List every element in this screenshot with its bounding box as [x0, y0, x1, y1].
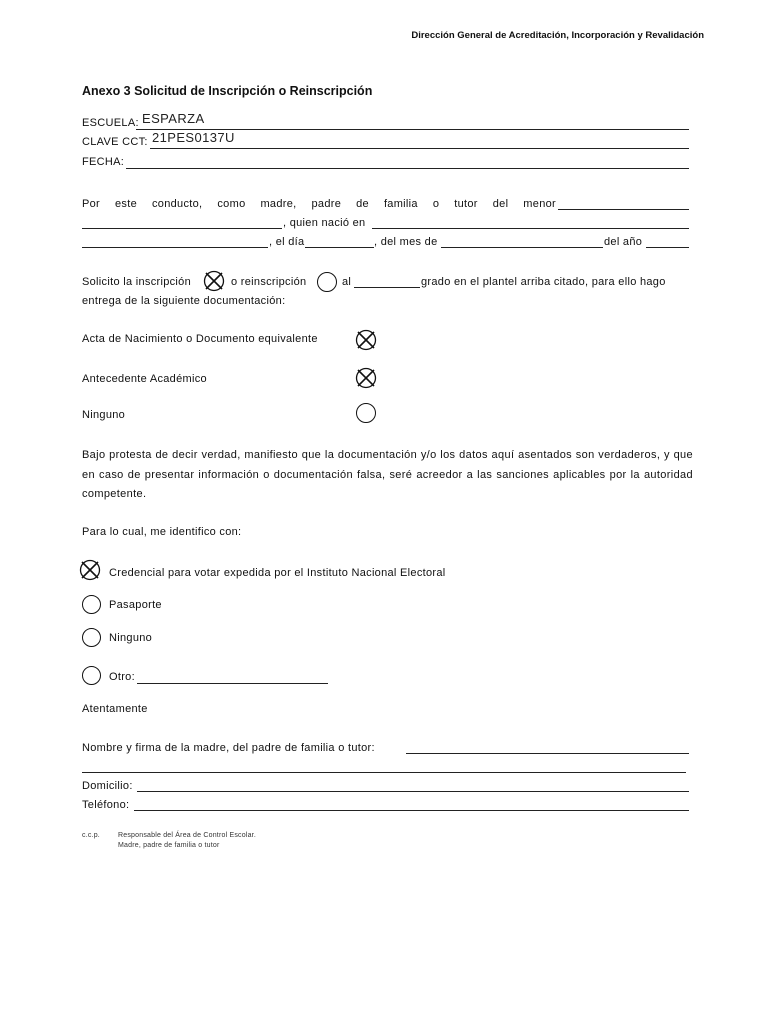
inscripcion-checkbox[interactable] — [203, 270, 225, 292]
anio-line[interactable] — [646, 247, 689, 248]
quien-text: , quien nació en — [283, 217, 366, 229]
clave-label: CLAVE CCT: — [82, 136, 148, 148]
mes-text: , del mes de — [374, 236, 438, 248]
clave-line — [150, 148, 689, 149]
grado-line[interactable] — [354, 287, 420, 288]
ninguno-id-label: Ninguno — [109, 632, 153, 644]
credencial-label: Credencial para votar expedida por el Instituto Nacional Electoral — [109, 567, 446, 579]
domicilio-label: Domicilio: — [82, 780, 133, 792]
dia-line[interactable] — [305, 247, 374, 248]
document-label-acta: Acta de Nacimiento o Documento equivalente — [82, 333, 318, 345]
institution-header: Dirección General de Acreditación, Incorporación y Revalidación — [411, 30, 704, 41]
pasaporte-label: Pasaporte — [109, 599, 162, 611]
name-line[interactable] — [82, 228, 282, 229]
fecha-label: FECHA: — [82, 156, 125, 168]
el-dia-text: , el día — [269, 236, 305, 248]
birthplace-line[interactable] — [372, 228, 689, 229]
firma-label: Nombre y firma de la madre, del padre de familia o tutor: — [82, 742, 375, 754]
ccp-label: c.c.p. — [82, 832, 100, 839]
telefono-label: Teléfono: — [82, 799, 130, 811]
birthplace-line-2[interactable] — [82, 247, 268, 248]
credencial-checkbox[interactable] — [79, 559, 101, 581]
declaration-text: Bajo protesta de decir verdad, manifiesto que la documentación y/o los datos aquí asentados son verdaderos, y que en caso de presentar información o documentación falsa, seré acreedor a las sanciones aplicables por la autoridad competente. — [82, 449, 693, 500]
reinscripcion-text: o reinscripción — [231, 276, 307, 288]
anio-text: del año — [604, 236, 643, 248]
firma-line-2[interactable] — [82, 772, 686, 773]
al-text: al — [342, 276, 352, 288]
fecha-line[interactable] — [126, 168, 689, 169]
document-label-antecedente: Antecedente Académico — [82, 373, 207, 385]
escuela-value[interactable]: ESPARZA — [142, 111, 205, 126]
grado-text: grado en el plantel arriba citado, para ello hago — [421, 276, 666, 288]
pasaporte-checkbox[interactable] — [82, 595, 101, 614]
solicito-text: Solicito la inscripción — [82, 276, 191, 288]
otro-line[interactable] — [137, 683, 328, 684]
acta-checkbox[interactable] — [355, 329, 377, 351]
firma-line[interactable] — [406, 753, 689, 754]
reinscripcion-checkbox[interactable] — [317, 272, 337, 292]
menor-line[interactable] — [558, 209, 689, 210]
antecedente-checkbox[interactable] — [355, 367, 377, 389]
domicilio-line[interactable] — [137, 791, 689, 792]
mes-line[interactable] — [441, 247, 603, 248]
atentamente-text: Atentamente — [82, 703, 148, 715]
ninguno-id-checkbox[interactable] — [82, 628, 101, 647]
document-label-ninguno: Ninguno — [82, 409, 126, 421]
identification-intro: Para lo cual, me identifico con: — [82, 526, 242, 538]
escuela-label: ESCUELA: — [82, 117, 139, 129]
ninguno-document-checkbox[interactable] — [356, 403, 376, 423]
telefono-line[interactable] — [134, 810, 689, 811]
ccp-line-2: Madre, padre de familia o tutor — [118, 842, 220, 849]
intro-text: Por este conducto, como madre, padre de familia o tutor del menor — [82, 198, 556, 210]
clave-value[interactable]: 21PES0137U — [152, 130, 235, 145]
ccp-line-1: Responsable del Área de Control Escolar. — [118, 832, 256, 839]
entrega-text: entrega de la siguiente documentación: — [82, 295, 286, 307]
form-title: Anexo 3 Solicitud de Inscripción o Reinscripción — [82, 84, 373, 98]
otro-label: Otro: — [109, 671, 135, 683]
otro-checkbox[interactable] — [82, 666, 101, 685]
